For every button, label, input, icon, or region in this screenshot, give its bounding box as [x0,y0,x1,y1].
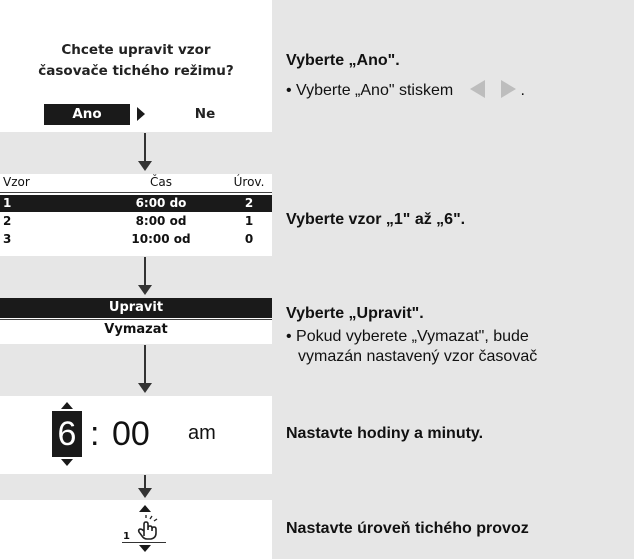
step1-title: Vyberte „Ano". [286,52,400,69]
header-level: Úrov. [233,175,265,189]
table-row[interactable] [0,231,272,248]
menu-divider [0,319,272,320]
right-arrow-icon [501,80,516,98]
table-row[interactable] [0,213,272,230]
hour-value[interactable]: 6 [52,411,82,457]
hour-down-icon[interactable] [61,459,73,466]
step2-title: Vyberte vzor „1" až „6". [286,211,466,228]
step5-title: Nastavte úroveň tichého provoz [286,520,529,537]
row-time: 8:00 od [135,214,187,228]
step4-title: Nastavte hodiny a minuty. [286,425,484,442]
row-pattern: 1 [3,196,12,210]
step1-text: • Vyberte „Ano" stiskem . [286,82,525,99]
step3-title: Vyberte „Upravit". [286,305,424,322]
flow-arrow-icon [138,257,152,297]
table-header [0,174,272,191]
step3-text-line1: • Pokud vyberete „Vymazat", bude [286,328,529,345]
selection-pointer-icon [137,107,145,121]
level-underline [122,542,166,543]
row-pattern: 2 [3,214,12,228]
pattern-table [0,174,272,256]
level-value: 1 [123,531,130,542]
row-pattern: 3 [3,232,12,246]
step3-text-line2: vymazán nastavený vzor časovač [298,348,538,365]
row-time: 10:00 od [131,232,191,246]
ampm-indicator: am [188,422,216,444]
table-header-divider [0,192,272,193]
confirm-dialog [0,0,272,132]
header-pattern: Vzor [3,175,30,189]
level-up-icon[interactable] [139,505,151,512]
header-time: Čas [150,175,172,189]
minutes-value[interactable]: 00 [112,415,150,453]
row-level: 1 [244,214,254,228]
edit-menu [0,298,272,344]
no-button[interactable]: Ne [194,106,216,122]
row-time: 6:00 do [135,196,187,210]
left-arrow-icon [470,80,485,98]
table-row[interactable] [0,195,272,212]
time-separator: : [90,415,100,453]
flow-arrow-icon [138,475,152,499]
row-level: 2 [244,196,254,210]
flow-arrow-icon [138,133,152,173]
yes-button[interactable]: Ano [44,104,130,125]
level-down-icon[interactable] [139,545,151,552]
hand-level-icon [132,514,162,542]
row-level: 0 [244,232,254,246]
edit-menu-item[interactable]: Upravit [0,298,272,318]
delete-menu-item[interactable]: Vymazat [104,322,168,337]
dialog-question: Chcete upravit vzor časovače tichého režimu? [38,42,234,79]
flow-arrow-icon [138,345,152,395]
hour-up-icon[interactable] [61,402,73,409]
